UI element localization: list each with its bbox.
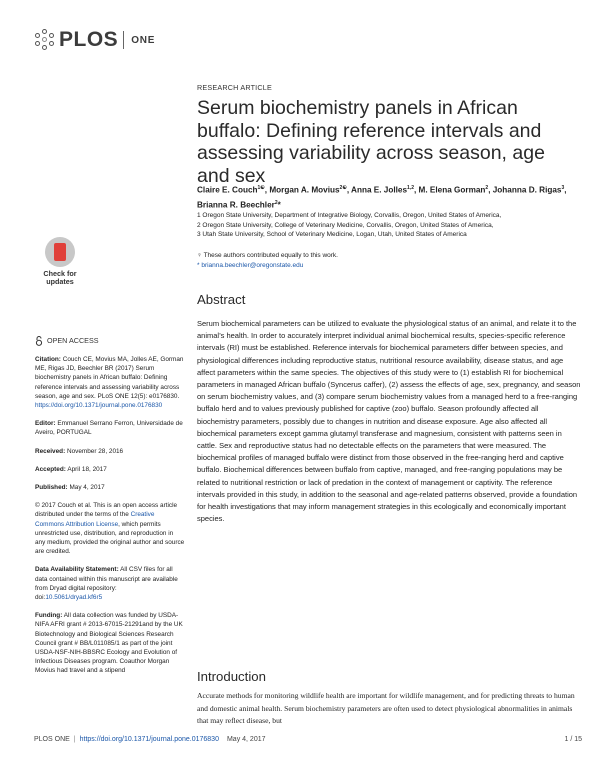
introduction-body: Accurate methods for monitoring wildlife health are important for wildlife management, and for predicting threats to human and domestic animal health. Serum biochemistry parameters are often used to detect physiological abnormalities in animals that may reflect disease, but: [197, 691, 575, 725]
affiliations: [197, 211, 582, 240]
copyright-text-1: © 2017 Couch et al. This is an open access article distributed under the terms of the: [35, 502, 178, 519]
published-label: Published:: [35, 484, 68, 492]
editor-label: Editor:: [35, 420, 56, 428]
open-lock-icon: [35, 336, 43, 346]
crossmark-icon: [45, 237, 75, 267]
accepted-block: [35, 465, 185, 474]
open-access-indicator: [35, 336, 185, 346]
data-availability-text: All CSV files for all data contained within this manuscript are available from Dryad digital repository: doi:: [35, 566, 178, 602]
footer-doi-link[interactable]: https://doi.org/10.1371/journal.pone.0176830: [79, 735, 219, 743]
footer-journal: PLOS ONE: [34, 735, 70, 743]
citation-text: Couch CE, Movius MA, Jolles AE, Gorman ME, Rigas JD, Beechler BR (2017) Serum biochemistry panels in African buffalo: Defining reference intervals and assessing variability across season, age and sex. PLoS ONE 12(5): e0176830.: [35, 356, 184, 400]
data-availability-label: Data Availability Statement:: [35, 566, 119, 574]
editor-block: [35, 419, 185, 437]
published-date: May 4, 2017: [69, 484, 105, 492]
citation-label: Citation:: [35, 356, 61, 363]
contrib-note: ♀ These authors contributed equally to this work.: [197, 252, 338, 259]
funding-text: All data collection was funded by USDA-NIFA AFRI grant # 2013-67015-21291and by the UK Biotechnology and Biological Sciences Research Council grant # BB/L011085/1 as part of the joint USDA-NSF-NIH-BBSRC Ecology and Evolution of Infectious Diseases program. Coauthor Morgan Movius had travel and a stipend: [35, 612, 183, 675]
article-sidebar: [35, 336, 185, 685]
published-block: [35, 483, 185, 492]
license-link[interactable]: Creative Commons Attribution License: [35, 511, 155, 528]
citation-block: [35, 355, 185, 410]
badge-label-line1: Check for: [43, 269, 77, 278]
footer-separator: |: [73, 735, 76, 743]
funding-block: [35, 611, 185, 675]
received-date: November 28, 2016: [66, 447, 124, 455]
corresponding-email[interactable]: * brianna.beechler@oregonstate.edu: [197, 261, 304, 269]
footer-date: May 4, 2017: [226, 735, 266, 743]
author-notes: [197, 251, 582, 270]
accepted-label: Accepted:: [35, 465, 66, 473]
logo-divider: [123, 31, 124, 49]
open-access-label: OPEN ACCESS: [47, 336, 99, 346]
copyright-text-2: , which permits unrestricted use, distribution, and reproduction in any medium, provided the original author and source are credited.: [35, 520, 185, 556]
received-block: [35, 447, 185, 456]
article-title: Serum biochemistry panels in African buffalo: Defining reference intervals and assessing variability across season, age and sex: [197, 97, 545, 187]
check-for-updates-badge[interactable]: [37, 237, 83, 297]
copyright-block: [35, 501, 185, 556]
author-list: Claire E. Couch$^{1☯}$, Morgan A. Movius$^{2☯}$, Anna E. Jolles$^{1,2}$, M. Elena Gorman$^2$, Johanna D. Rigas$^3$, Brianna R. Beechler$^2$*: [197, 185, 567, 210]
brand-name: PLOS: [59, 28, 119, 51]
accepted-date: April 18, 2017: [67, 465, 107, 473]
journal-name: ONE: [131, 34, 156, 46]
article-type: RESEARCH ARTICLE: [197, 83, 272, 92]
badge-label-line2: updates: [46, 277, 74, 286]
data-availability-block: [35, 565, 185, 602]
plos-logo[interactable]: [34, 27, 155, 53]
page-number: 1 / 15: [564, 735, 582, 743]
plos-dots-icon: [34, 29, 56, 51]
received-label: Received:: [35, 447, 66, 455]
citation-doi-link[interactable]: https://doi.org/10.1371/journal.pone.0176830: [35, 402, 163, 410]
abstract-heading: Abstract: [197, 292, 246, 307]
abstract-body: Serum biochemical parameters can be utilized to evaluate the physiological status of an animal, and relate it to the animal’s health. In order to accurately interpret individual animal biochemical results, species-specific reference intervals (RI) must be established. Reference intervals for biochemical parameters differ between species, and physiological differences including reproductive status, nutritional resource availability, disease status, and age affect parameters within the same species. The objectives of this study were to (1) establish RI for biochemical parameters in managed African buffalo (Syncerus caffer), (2) assess the effects of age, sex, pregnancy, and season on serum biochemistry values, and (3) compare serum biochemistry values from a managed herd to a free-ranging buffalo herd and to values previously published for captive (zoo) buffalo. Season profoundly affected all biochemistry parameters, possibly due to changes in nutrition and disease exposure. Age also affected all biochemical parameters except gamma glutamyl transferase and magnesium, consistent with patterns seen in cattle. Sex and reproductive status had no detectable effects on the parameters that were measured. The biochemical profiles of managed buffalo were distinct from those observed in the free-ranging herd and captive buffalo. Biochemical differences between buffalo from captive, managed, and free-ranging populations may be related to nutritional restriction or lack of predation in the context of management or captivity. The reference intervals provided in this study, in addition to the seasonal and age-related patterns observed, provide a foundation for health investigations that may inform management strategies in this ecologically and economically important species.: [197, 319, 581, 524]
introduction-heading: Introduction: [197, 669, 266, 684]
affiliation-3: 3 Utah State University, School of Veterinary Medicine, Logan, Utah, United States of America: [197, 231, 467, 239]
affiliation-1: 1 Oregon State University, Department of Integrative Biology, Corvallis, Oregon, United States of America,: [197, 212, 502, 219]
affiliation-2: 2 Oregon State University, College of Veterinary Medicine, Corvallis, Oregon, United States of America,: [197, 221, 494, 229]
editor-text: Emmanuel Serrano Ferron, Universidade de Aveiro, PORTUGAL: [35, 420, 183, 437]
dryad-doi-link[interactable]: 10.5061/dryad.kf6r5: [45, 594, 103, 602]
page-footer: [34, 732, 582, 746]
funding-label: Funding:: [35, 612, 63, 620]
